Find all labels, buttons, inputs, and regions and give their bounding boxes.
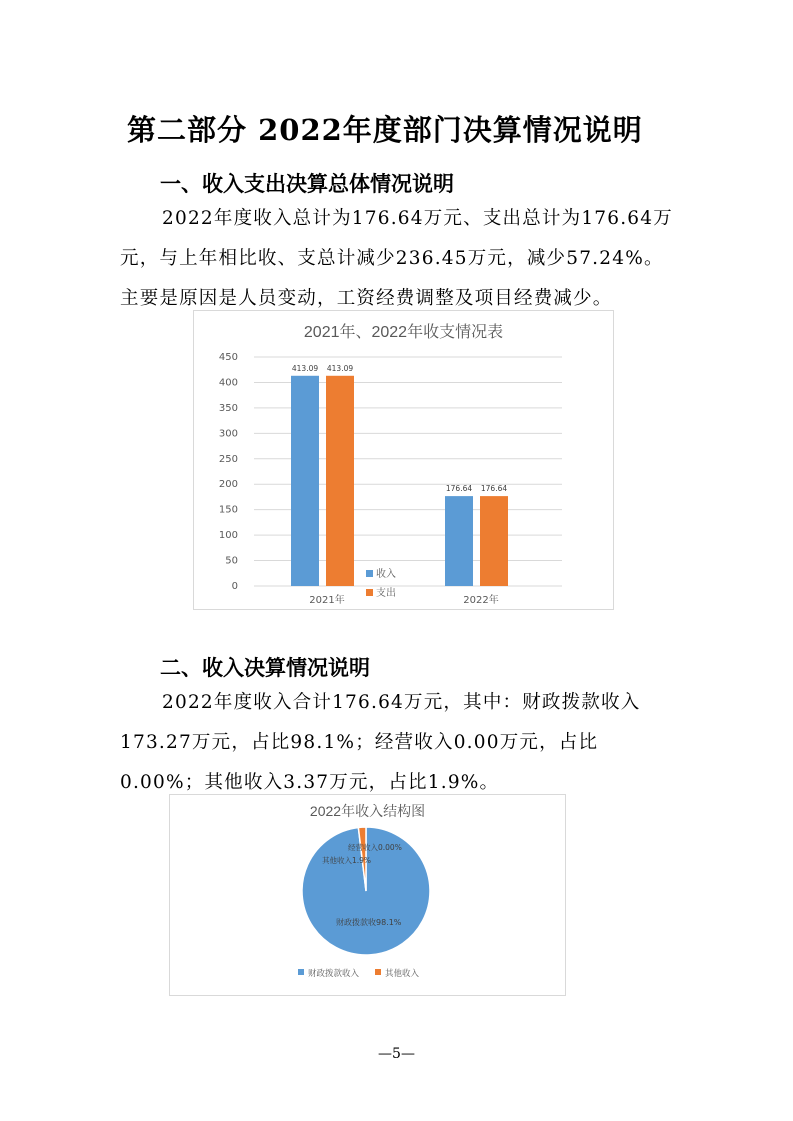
pie-chart-title: 2022年收入结构图 — [309, 803, 426, 819]
legend-swatch-收入 — [366, 570, 373, 577]
data-label: 176.64 — [480, 484, 508, 494]
y-tick-label: 150 — [218, 504, 238, 516]
y-tick-label: 250 — [218, 453, 238, 465]
data-label: 413.09 — [326, 363, 354, 373]
pie-chart-box — [169, 794, 566, 996]
y-tick-label: 300 — [218, 428, 238, 440]
data-label: 176.64 — [445, 484, 473, 494]
section-heading-income: 二、收入决算情况说明 — [160, 656, 370, 680]
legend-label: 收入 — [376, 569, 396, 580]
legend-swatch-其他收入 — [375, 969, 381, 975]
pie-label-qita: 其他收入1.9% — [322, 856, 372, 865]
y-tick-label: 400 — [218, 377, 238, 389]
y-tick-label: 50 — [225, 555, 238, 567]
bar-收入-2021年 — [291, 376, 319, 586]
section-paragraph-income: 2022年度收入合计176.64万元，其中：财政拨款收入173.27万元，占比98.1%；经营收入0.00万元，占比0.00%；其他收入3.37万元，占比1.9%。 — [120, 692, 641, 793]
legend-swatch-支出 — [366, 589, 373, 596]
page-number: —5— — [378, 1046, 415, 1062]
legend-label: 财政拨款收入 — [308, 969, 360, 979]
section-paragraph-income-expense: 2022年度收入总计为176.64万元、支出总计为176.64万元，与上年相比收、支总计减少236.45万元，减少57.24%。主要是原因是人员变动，工资经费调整及项目经费减少。 — [120, 208, 673, 309]
pie-label-jingying: 经营收入0.00% — [348, 843, 402, 852]
bar-收入-2022年 — [445, 496, 473, 586]
bar-支出-2022年 — [480, 496, 508, 586]
section-heading-income-expense: 一、收入支出决算总体情况说明 — [160, 172, 454, 196]
page-title: 第二部分 2022年度部门决算情况说明 — [127, 113, 643, 147]
legend-label: 支出 — [376, 588, 396, 599]
x-tick-label: 2022年 — [463, 595, 499, 606]
y-tick-label: 100 — [218, 530, 238, 542]
data-label: 413.09 — [291, 363, 319, 373]
y-tick-label: 200 — [218, 479, 238, 491]
bar-chart-box — [193, 310, 614, 610]
y-tick-label: 350 — [218, 402, 238, 414]
y-tick-label: 450 — [218, 352, 238, 363]
pie-label-caizheng: 财政拨款收98.1% — [336, 918, 402, 927]
x-tick-label: 2021年 — [309, 595, 345, 606]
pie-chart — [170, 795, 565, 995]
bar-chart-title: 2021年、2022年收支情况表 — [303, 324, 504, 341]
legend-swatch-财政拨款收入 — [298, 969, 304, 975]
bar-chart — [194, 311, 613, 609]
bar-支出-2021年 — [326, 376, 354, 586]
y-tick-label: 0 — [231, 581, 238, 592]
legend-label: 其他收入 — [385, 969, 420, 979]
